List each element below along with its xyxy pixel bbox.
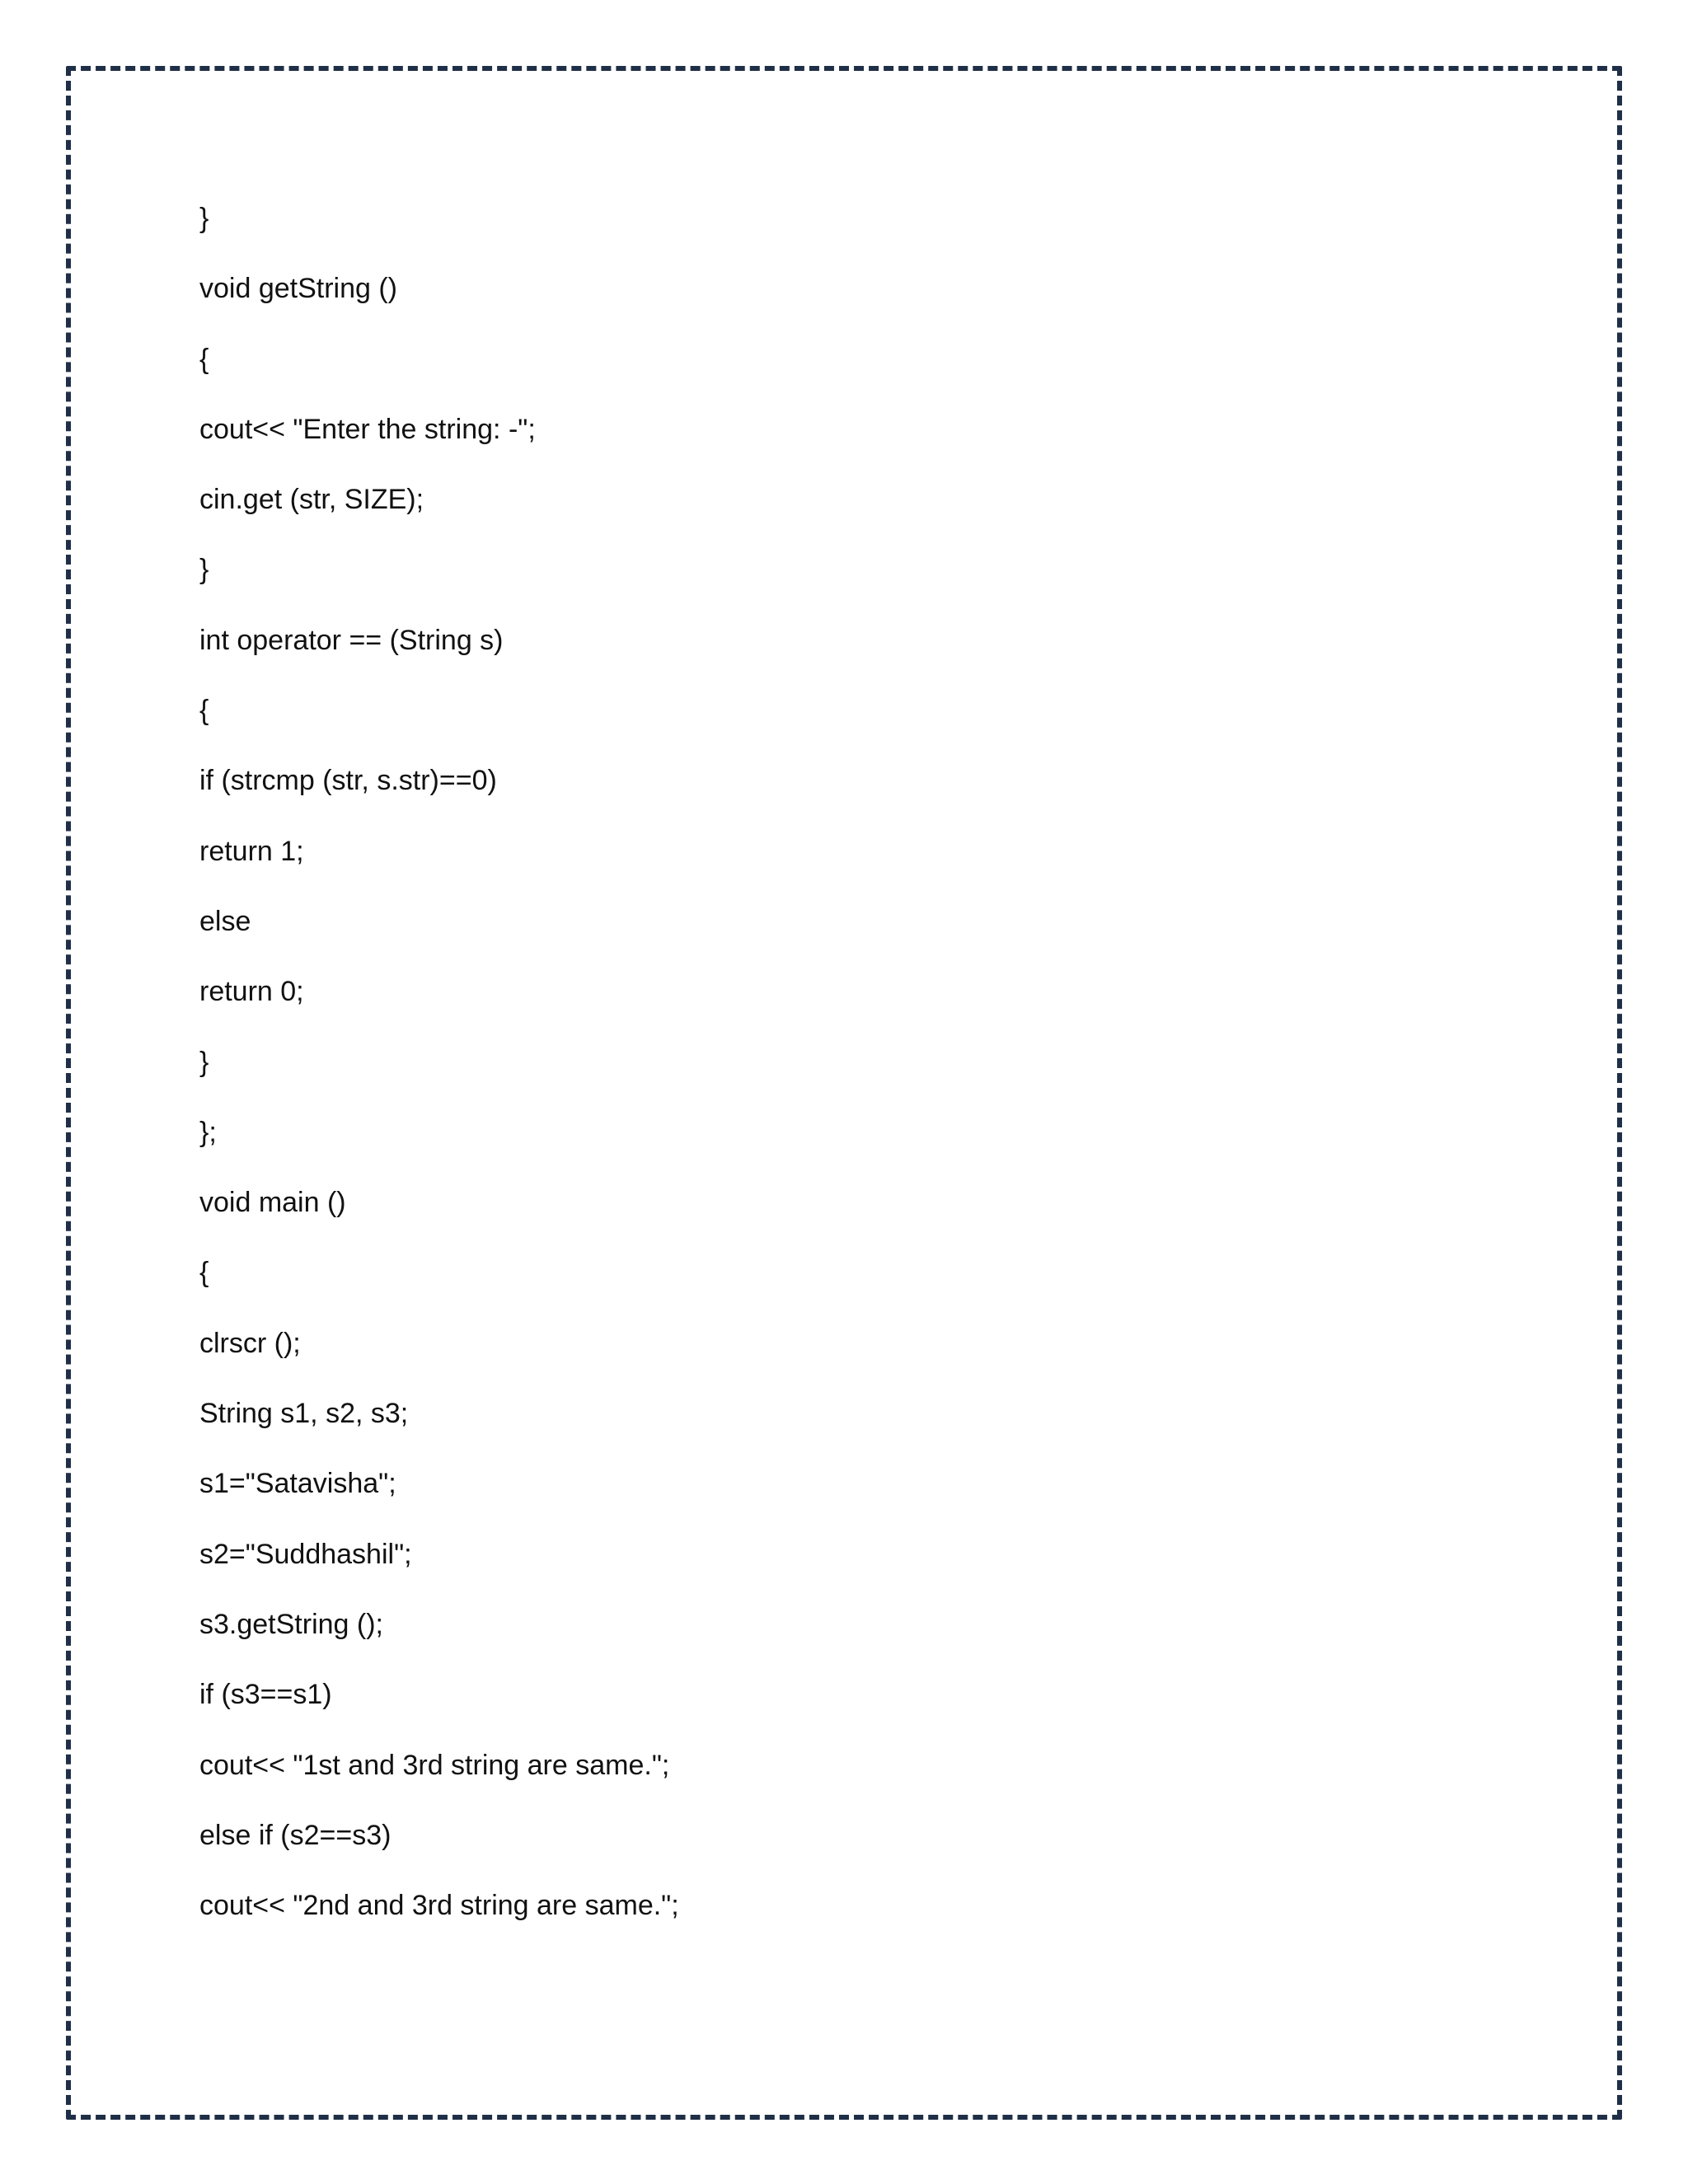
code-line: cout<< "2nd and 3rd string are same."; <box>199 1890 679 1922</box>
code-line: cin.get (str, SIZE); <box>199 484 424 516</box>
code-line: return 0; <box>199 976 304 1008</box>
code-line: return 1; <box>199 835 304 867</box>
code-line: }; <box>199 1116 217 1148</box>
code-line: int operator == (String s) <box>199 624 504 656</box>
code-line: String s1, s2, s3; <box>199 1398 409 1430</box>
code-line: { <box>199 695 209 727</box>
code-line: cout<< "Enter the string: -"; <box>199 413 536 445</box>
code-line: } <box>199 203 209 234</box>
code-line: } <box>199 1046 209 1078</box>
code-line: { <box>199 343 209 375</box>
code-line: s2="Suddhashil"; <box>199 1538 412 1570</box>
code-line: { <box>199 1257 209 1289</box>
code-line: } <box>199 554 209 586</box>
code-line: if (strcmp (str, s.str)==0) <box>199 765 497 797</box>
code-line: s1="Satavisha"; <box>199 1468 396 1500</box>
code-line: else <box>199 905 251 937</box>
code-line: s3.getString (); <box>199 1608 383 1640</box>
code-line: cout<< "1st and 3rd string are same."; <box>199 1749 670 1781</box>
code-line: if (s3==s1) <box>199 1679 332 1711</box>
code-line: void main () <box>199 1187 346 1219</box>
code-line: clrscr (); <box>199 1327 301 1359</box>
code-listing <box>199 190 1353 1947</box>
code-line: void getString () <box>199 273 397 305</box>
code-line: else if (s2==s3) <box>199 1819 392 1851</box>
